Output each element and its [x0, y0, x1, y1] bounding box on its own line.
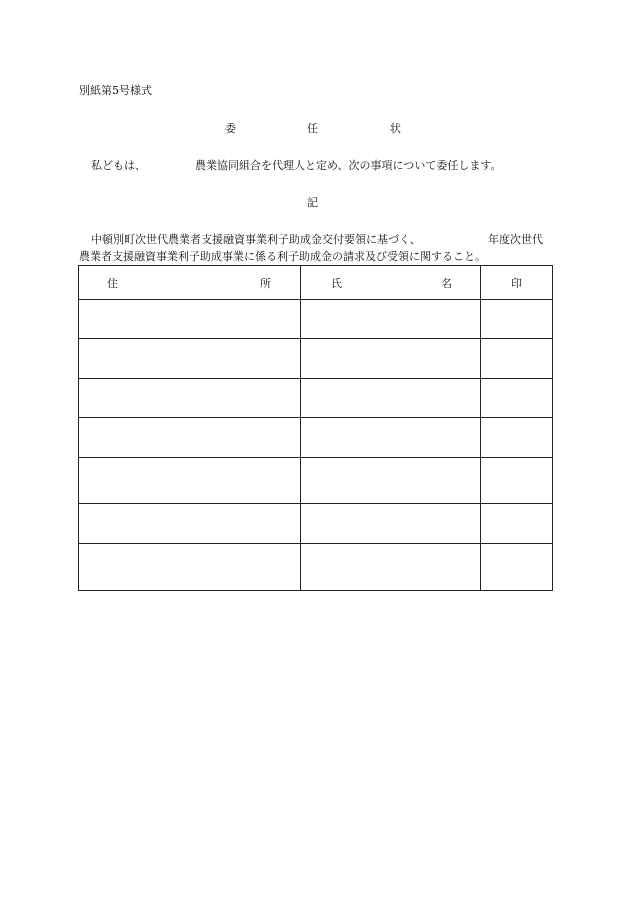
seal-cell — [481, 544, 553, 591]
seal-cell — [481, 418, 553, 458]
seal-cell — [481, 379, 553, 418]
name-cell — [301, 458, 481, 504]
name-cell — [301, 300, 481, 339]
name-cell — [301, 379, 481, 418]
address-cell — [79, 504, 301, 544]
table-row — [79, 504, 553, 544]
name-cell — [301, 504, 481, 544]
address-header-right: 所 — [260, 277, 271, 290]
address-cell — [79, 300, 301, 339]
seal-cell — [481, 504, 553, 544]
table-row — [79, 300, 553, 339]
table-row — [79, 544, 553, 591]
intro-text-after-blank: 農業協同組合を代理人と定め、次の事項について委任します。 — [195, 159, 502, 172]
ki-heading: 記 — [307, 196, 318, 209]
form-number: 別紙第5号様式 — [79, 84, 152, 97]
table-row — [79, 458, 553, 504]
name-cell — [301, 544, 481, 591]
address-header — [79, 266, 301, 300]
address-cell — [79, 458, 301, 504]
table-row — [79, 379, 553, 418]
document-title — [0, 120, 630, 136]
title-char-1: 委 — [225, 122, 236, 135]
seal-cell — [481, 339, 553, 379]
table-row — [79, 418, 553, 458]
title-char-3: 状 — [390, 122, 401, 135]
address-cell — [79, 339, 301, 379]
signatory-table — [78, 265, 553, 591]
name-header-right: 名 — [441, 277, 452, 290]
address-cell — [79, 544, 301, 591]
seal-cell — [481, 300, 553, 339]
body-line1-before-blank: 中頓別町次世代農業者支援融資事業利子助成金交付要領に基づく、 — [91, 233, 421, 246]
body-line2: 農業者支援融資事業利子助成事業に係る利子助成金の請求及び受領に関すること。 — [79, 250, 486, 263]
title-char-2: 任 — [307, 122, 318, 135]
name-header — [301, 266, 481, 300]
table-row — [79, 339, 553, 379]
table-header-row — [79, 266, 553, 300]
intro-text-before-blank: 私どもは、 — [91, 159, 146, 172]
address-header-left: 住 — [107, 277, 118, 290]
body-line1-after-blank: 年度次世代 — [488, 233, 543, 246]
address-cell — [79, 418, 301, 458]
seal-header: 印 — [481, 266, 553, 300]
name-header-left: 氏 — [331, 277, 342, 290]
name-cell — [301, 418, 481, 458]
address-cell — [79, 379, 301, 418]
seal-cell — [481, 458, 553, 504]
name-cell — [301, 339, 481, 379]
